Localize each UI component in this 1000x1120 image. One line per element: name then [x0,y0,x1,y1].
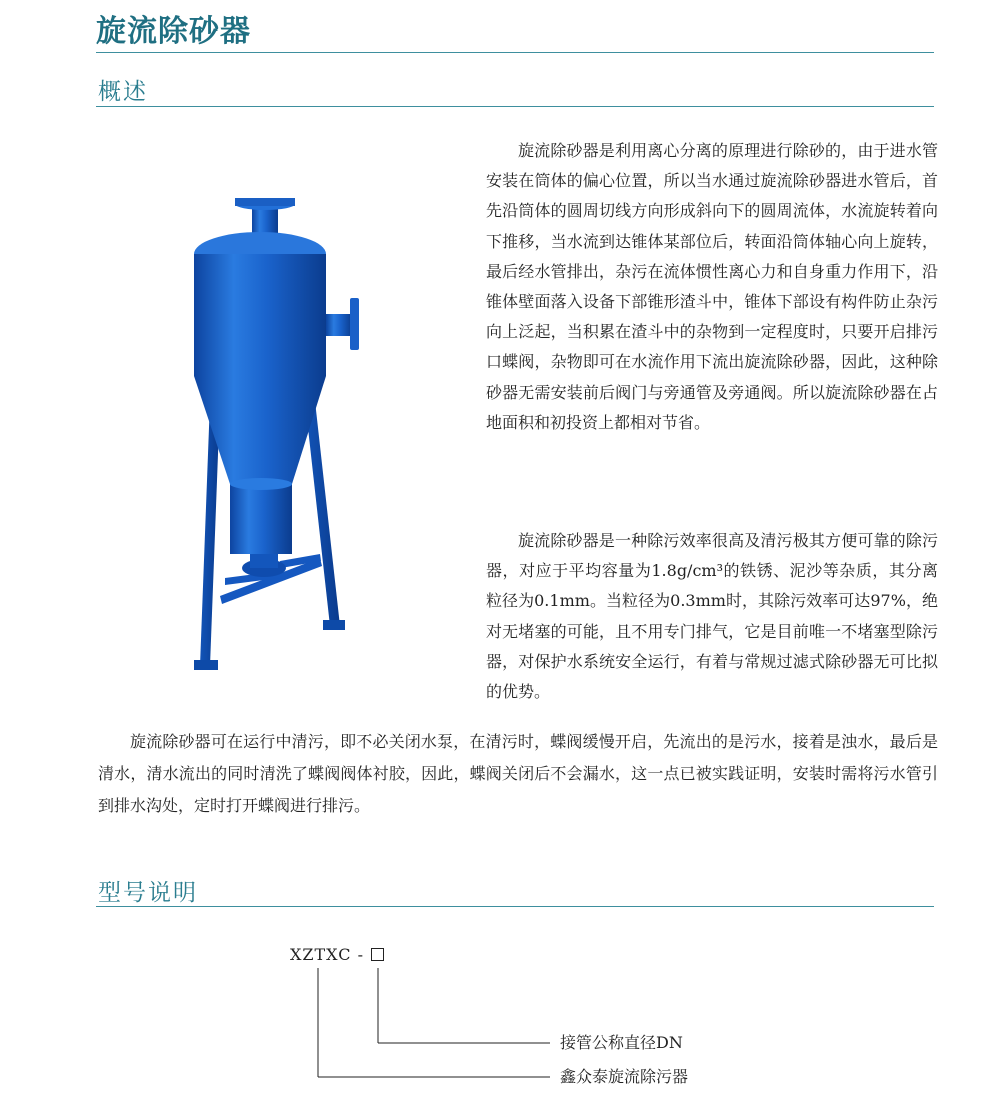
overview-paragraph-1: 旋流除砂器是利用离心分离的原理进行除砂的，由于进水管安装在筒体的偏心位置，所以当水通过旋流除砂器进水管后，首先沿筒体的圆周切线方向形成斜向下的圆周流体，水流旋转着向下推移，当水流到达锥体某部位后，转面沿筒体轴心向上旋转，最后经水管排出，杂污在流体惯性离心力和自身重力作用下，沿锥体壁面落入设备下部锥形渣斗中，锥体下部设有构件防止杂污向上泛起，当积累在渣斗中的杂物到一定程度时，只要开启排污口蝶阀，杂物即可在水流作用下流出旋流除砂器，因此，这种除砂器无需安装前后阀门与旁通管及旁通阀。所以旋流除砂器在占地面积和初投资上都相对节省。 [486,141,938,432]
section-heading-model: 型号说明 [98,880,198,906]
label-nominal-diameter: 接管公称直径DN [560,1033,683,1052]
overview-paragraph-3: 旋流除砂器可在运行中清污，即不必关闭水泵，在清污时，蝶阀缓慢开启，先流出的是污水，接着是浊水，最后是清水，清水流出的同时清洗了蝶阀阀体衬胶，因此，蝶阀关闭后不会漏水，这一点已被实践证明，安装时需将污水管引到排水沟处，定时打开蝶阀进行排污。 [98,732,938,815]
overview-paragraph-2: 旋流除砂器是一种除污效率很高及清污极其方便可靠的除污器，对应于平均容量为1.8g/cm³的铁锈、泥沙等杂质，其分离粒径为0.1mm。当粒径为0.3mm时，其除污效率可达97%，绝对无堵塞的可能，且不用专门排气，它是目前唯一不堵塞型除污器，对保护水系统安全运行，有着与常规过滤式除砂器无可比拟的优势。 [486,531,938,702]
page-title: 旋流除砂器 [96,14,251,49]
model-code: XZTXC - [290,945,365,964]
title-divider [96,52,934,53]
overview-divider [96,106,934,107]
sand-separator-image [180,186,380,686]
label-brand-name: 鑫众泰旋流除污器 [560,1067,689,1086]
section-heading-overview: 概述 [98,79,148,105]
model-divider [96,906,934,907]
